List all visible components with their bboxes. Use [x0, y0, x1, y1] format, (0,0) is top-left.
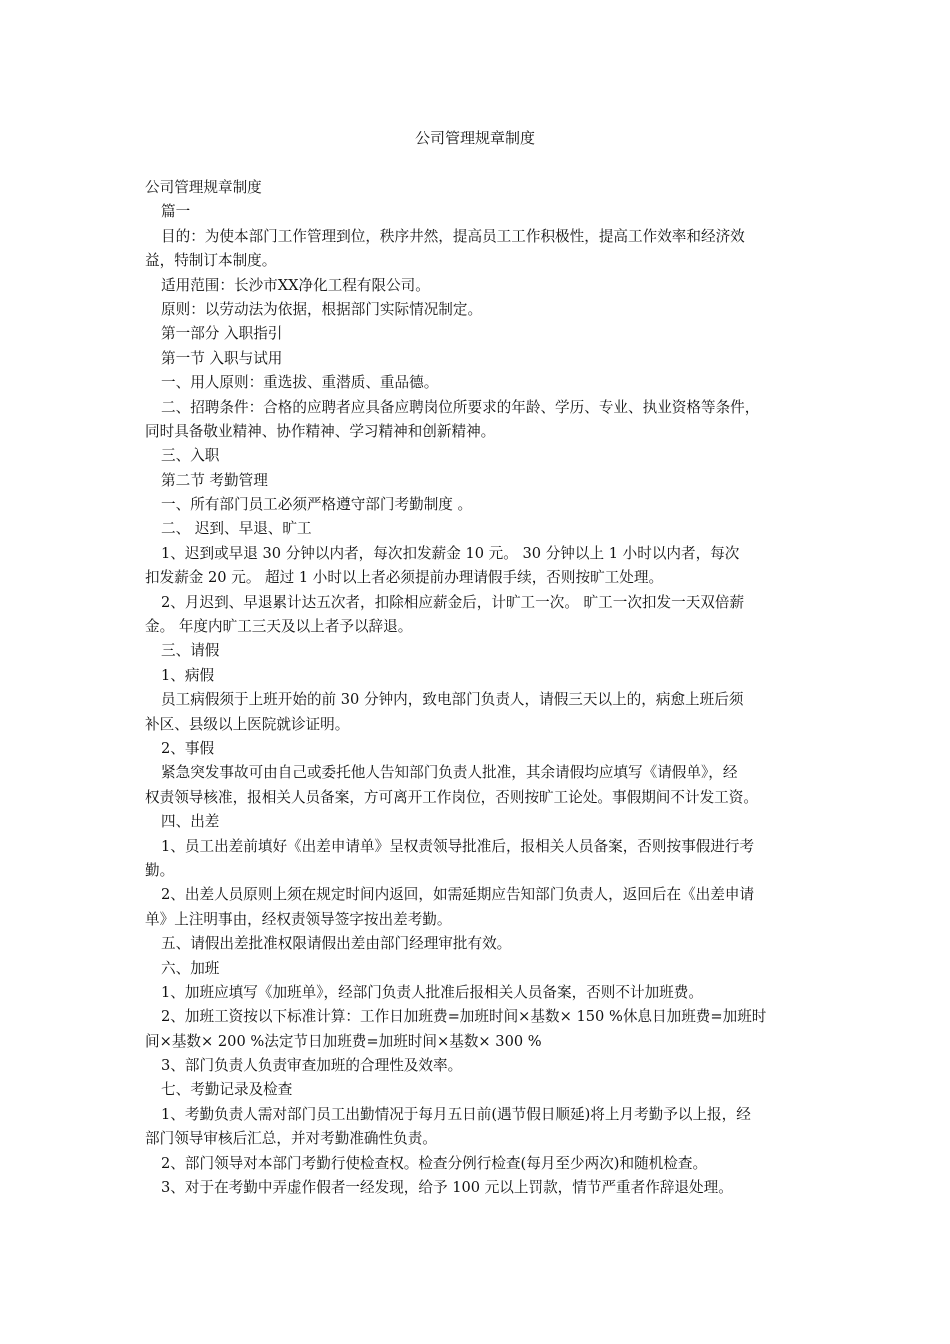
- text-line: 1、加班应填写《加班单》，经部门负责人批准后报相关人员备案，否则不计加班费。: [161, 983, 703, 1001]
- text-line: 第二节 考勤管理: [161, 471, 268, 489]
- text-line: 2、出差人员原则上须在规定时间内返回，如需延期应告知部门负责人，返回后在《出差申请: [161, 886, 755, 904]
- text-line: 三、请假: [161, 642, 220, 660]
- text-line: 1、员工出差前填好《出差申请单》呈权责领导批准后，报相关人员备案，否则按事假进行考: [161, 837, 755, 855]
- text-line: 七、考勤记录及检查: [161, 1081, 293, 1099]
- text-line: 1、考勤负责人需对部门员工出勤情况于每月五日前(遇节假日顺延)将上月考勤予以上报，经: [161, 1105, 751, 1123]
- text-line: 3、对于在考勤中弄虚作假者一经发现，给予 100 元以上罚款，情节严重者作辞退处理。: [161, 1179, 733, 1197]
- text-line: 2、加班工资按以下标准计算：工作日加班费=加班时间×基数× 150 %休息日加班费=加班时: [161, 1008, 767, 1026]
- text-line: 1、迟到或早退 30 分钟以内者，每次扣发薪金 10 元。 30 分钟以上 1 小时以内者，每次: [161, 544, 740, 562]
- text-line: 第一部分 入职指引: [161, 325, 283, 343]
- text-line: 2、月迟到、早退累计达五次者，扣除相应薪金后，计旷工一次。 旷工一次扣发一天双倍薪: [161, 593, 745, 611]
- text-line: 权责领导核准，报相关人员备案，方可离开工作岗位，否则按旷工论处。事假期间不计发工资。: [145, 788, 758, 806]
- text-line: 间×基数× 200 %法定节日加班费=加班时间×基数× 300 %: [145, 1032, 542, 1050]
- text-line: 原则：以劳动法为依据，根据部门实际情况制定。: [161, 300, 483, 318]
- document-body: [145, 176, 810, 1200]
- text-line: 紧急突发事故可由自己或委托他人告知部门负责人批准，其余请假均应填写《请假单》，经: [161, 764, 738, 782]
- text-line: 扣发薪金 20 元。 超过 1 小时以上者必须提前办理请假手续，否则按旷工处理。: [145, 569, 664, 587]
- text-line: 适用范围：长沙市XX净化工程有限公司。: [161, 276, 430, 294]
- text-line: 部门领导审核后汇总，并对考勤准确性负责。: [145, 1130, 437, 1148]
- text-line: 一、所有部门员工必须严格遵守部门考勤制度 。: [161, 496, 473, 514]
- text-line: 2、部门领导对本部门考勤行使检查权。检查分例行检查(每月至少两次)和随机检查。: [161, 1154, 708, 1172]
- text-line: 目的：为使本部门工作管理到位，秩序井然，提高员工工作积极性，提高工作效率和经济效: [161, 227, 745, 245]
- text-line: 2、事假: [161, 739, 215, 757]
- text-line: 第一节 入职与试用: [161, 349, 283, 367]
- text-line: 六、加班: [161, 959, 220, 977]
- text-line: 3、部门负责人负责审查加班的合理性及效率。: [161, 1057, 463, 1075]
- text-line: 单》上注明事由，经权责领导签字按出差考勤。: [145, 910, 452, 928]
- text-line: 同时具备敬业精神、协作精神、学习精神和创新精神。: [145, 422, 496, 440]
- text-line: 勤。: [145, 861, 175, 879]
- text-line: 益，特制订本制度。: [145, 252, 277, 270]
- text-line: 1、病假: [161, 666, 215, 684]
- text-line: 一、用人原则：重选拔、重潜质、重品德。: [161, 374, 439, 392]
- text-line: 员工病假须于上班开始的前 30 分钟内，致电部门负责人，请假三天以上的，病愈上班后须: [161, 691, 744, 709]
- text-line: 二、招聘条件：合格的应聘者应具备应聘岗位所要求的年龄、学历、专业、执业资格等条件，: [161, 398, 760, 416]
- text-line: 公司管理规章制度: [145, 179, 262, 196]
- text-line: 四、出差: [161, 813, 220, 831]
- text-line: 五、请假出差批准权限请假出差由部门经理审批有效。: [161, 935, 512, 953]
- text-line: 篇一: [161, 203, 191, 221]
- text-line: 二、 迟到、早退、旷工: [161, 520, 312, 538]
- text-line: 补区、县级以上医院就诊证明。: [145, 715, 350, 733]
- text-line: 三、入职: [161, 447, 220, 465]
- text-line: 金。 年度内旷工三天及以上者予以辞退。: [145, 618, 413, 636]
- document-title: 公司管理规章制度: [414, 129, 535, 147]
